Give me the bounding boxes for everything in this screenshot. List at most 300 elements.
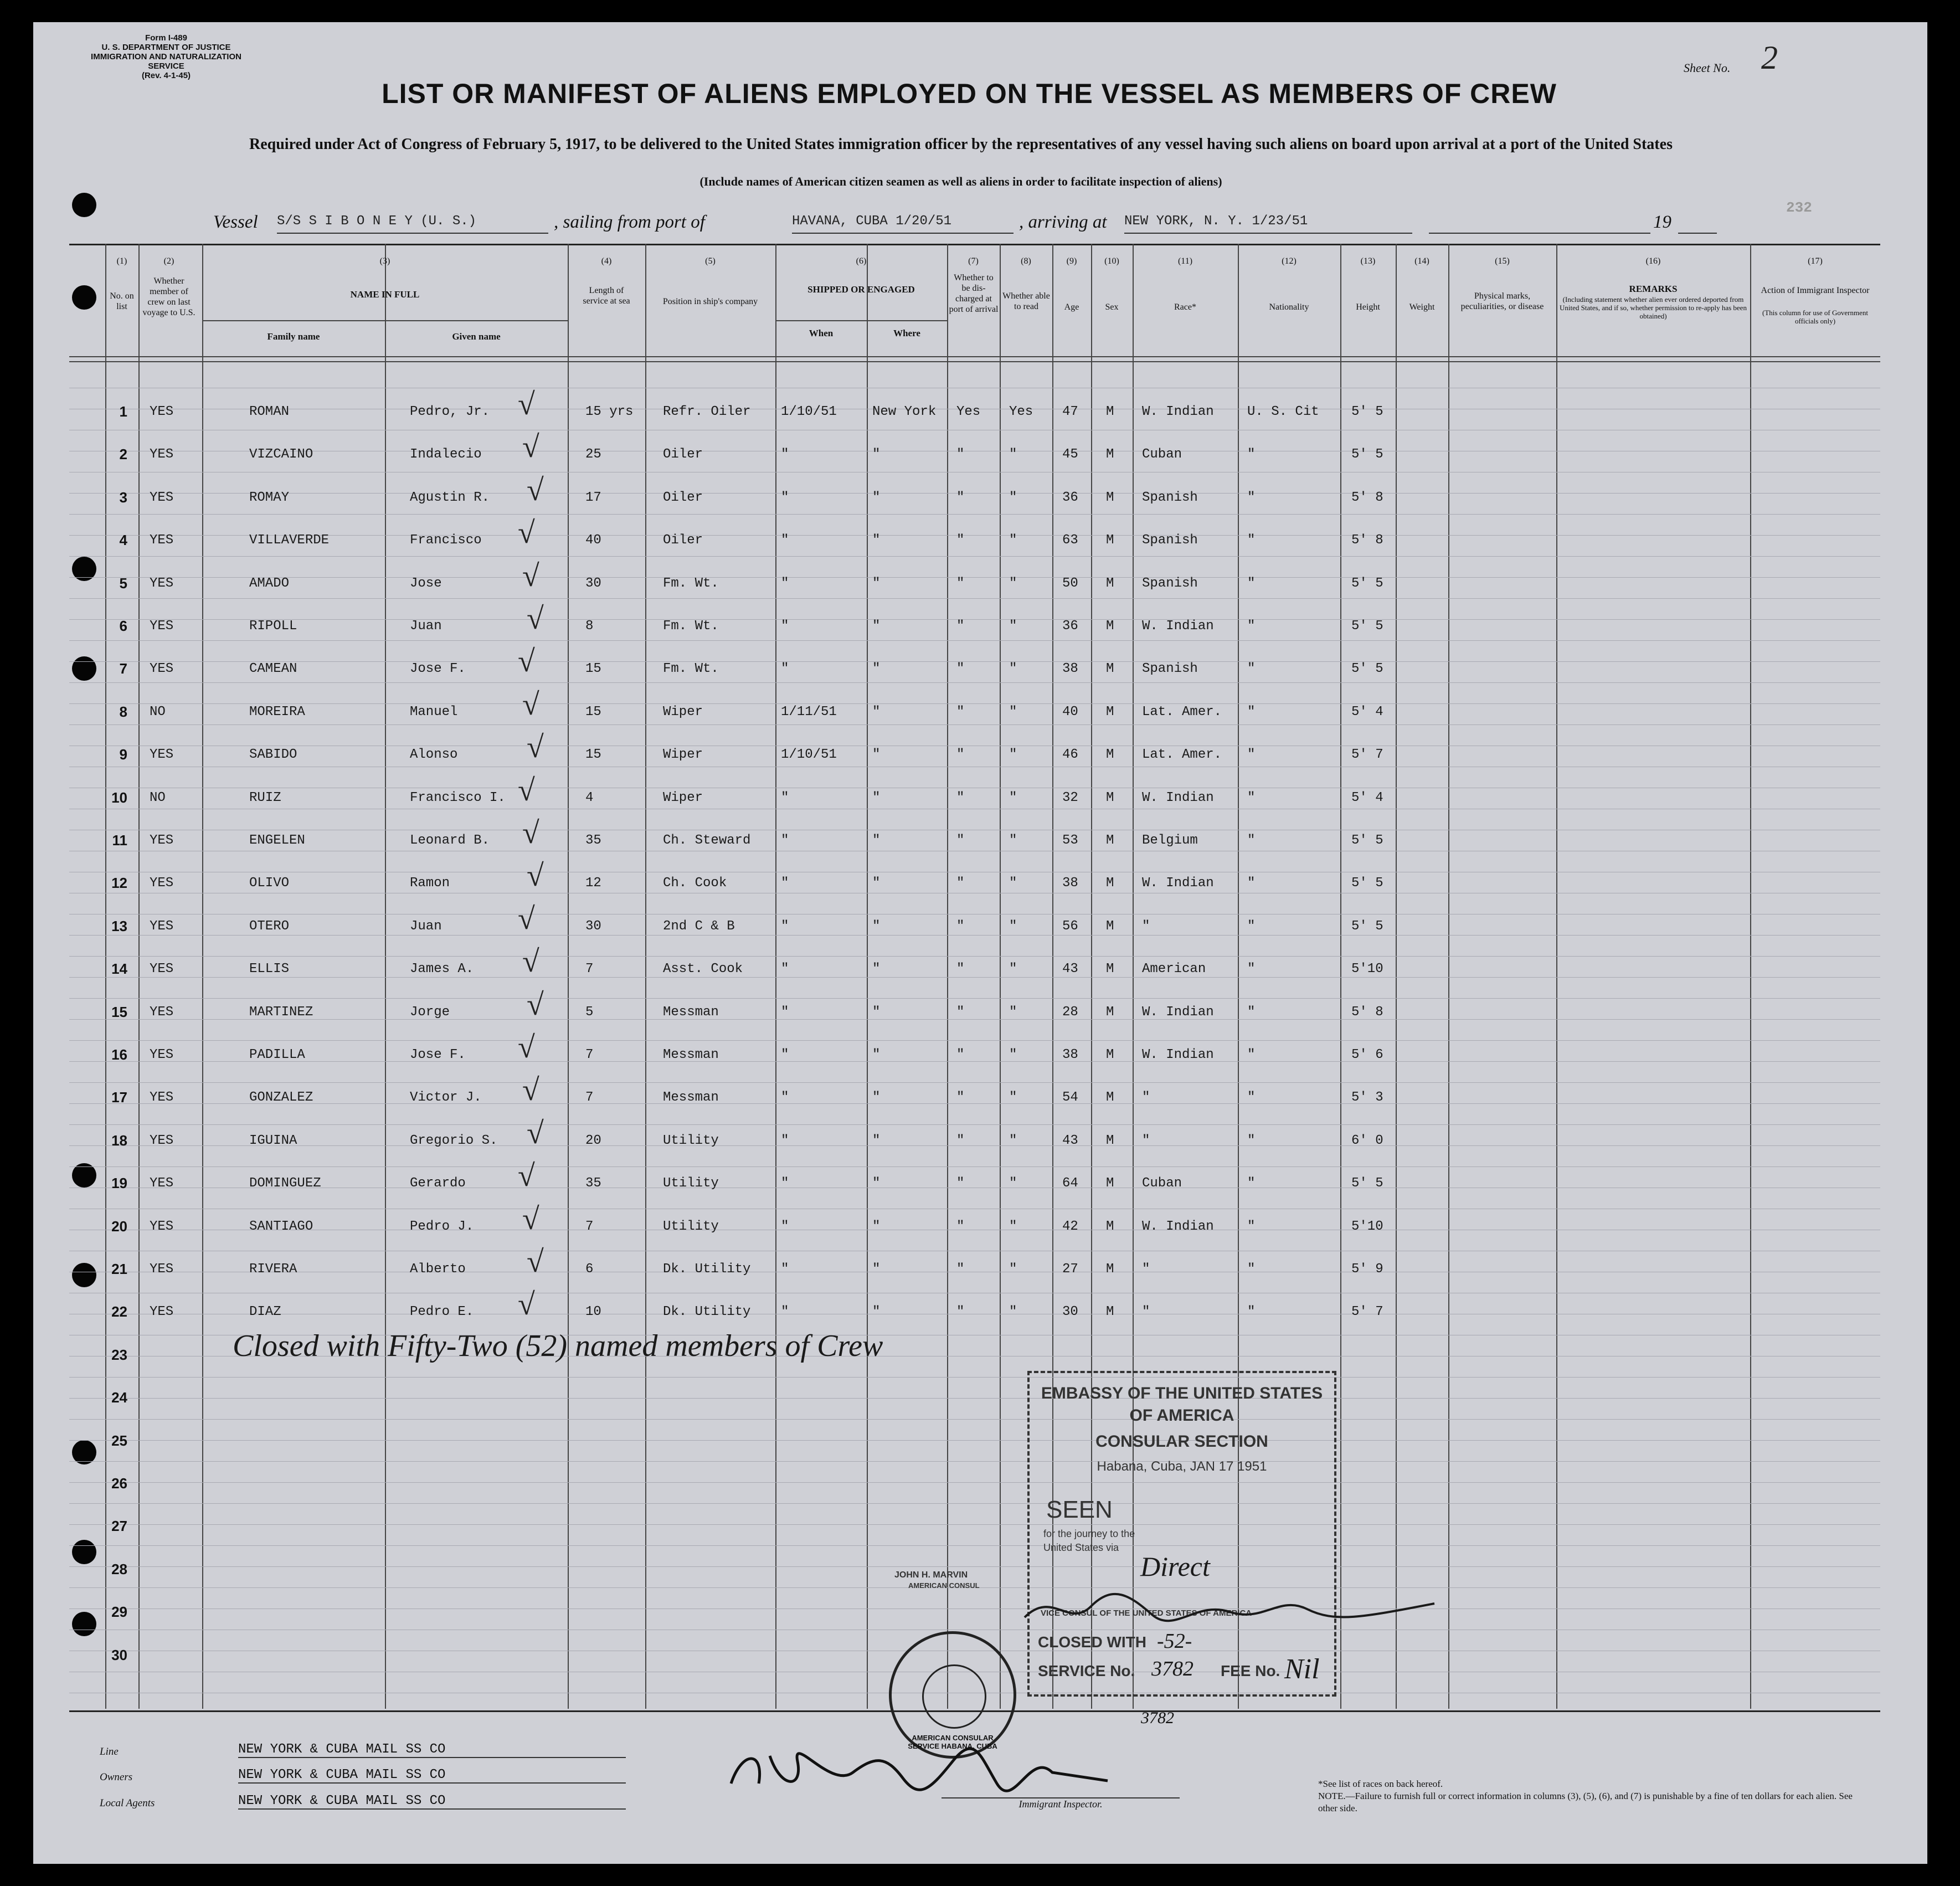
cell-given-name: Leonard B. — [410, 833, 490, 848]
column-rule — [947, 244, 948, 1709]
cell-able-to-read: " — [1009, 1133, 1017, 1148]
ruled-line — [69, 935, 1880, 936]
vessel-label: Vessel — [213, 212, 258, 232]
cell-shipped-where: " — [872, 833, 881, 848]
check-mark-icon: √ — [518, 901, 535, 936]
stamp-closed-with: -52- — [1157, 1630, 1192, 1653]
cell-shipped-when: " — [781, 661, 789, 677]
cell-age: 46 — [1062, 747, 1078, 763]
stamp-date: Habana, Cuba, JAN 17 1951 — [1097, 1459, 1267, 1474]
cell-service-length: 17 — [585, 490, 601, 505]
col-shipped-header: SHIPPED OR ENGAGED — [807, 284, 915, 295]
column-rule — [1556, 244, 1557, 1709]
col-no-header: No. on list — [110, 291, 134, 311]
cell-nationality: " — [1247, 490, 1256, 505]
header-rule — [775, 320, 947, 321]
col-race-header: Race* — [1174, 302, 1196, 312]
check-mark-icon: √ — [518, 644, 535, 679]
cell-service-length: 35 — [585, 833, 601, 848]
check-mark-icon: √ — [522, 687, 539, 722]
cell-height: 5' 4 — [1351, 704, 1383, 720]
cell-height: 5' 5 — [1351, 619, 1383, 634]
cell-given-name: Manuel — [410, 704, 458, 720]
row-number: 12 — [111, 875, 127, 892]
cell-sex: M — [1106, 619, 1114, 634]
cell-family-name: RUIZ — [249, 790, 281, 805]
check-mark-icon: √ — [522, 430, 539, 465]
cell-position: Asst. Cook — [663, 962, 743, 977]
check-mark-icon: √ — [522, 558, 539, 593]
row-number: 1 — [119, 403, 127, 420]
ruled-line — [69, 1482, 1880, 1483]
row-number: 9 — [119, 746, 127, 763]
ruled-line — [69, 956, 1880, 957]
cell-nationality: " — [1247, 704, 1256, 720]
cell-prev-voyage: YES — [150, 833, 174, 848]
cell-able-to-read: " — [1009, 1176, 1017, 1191]
cell-age: 53 — [1062, 833, 1078, 848]
cell-prev-voyage: YES — [150, 918, 174, 934]
cell-sex: M — [1106, 1176, 1114, 1191]
col-service-header: Length of service at sea — [583, 286, 630, 306]
cell-height: 6' 0 — [1351, 1133, 1383, 1148]
cell-position: Messman — [663, 1047, 719, 1062]
cell-given-name: Victor J. — [410, 1090, 482, 1106]
row-number: 22 — [111, 1303, 127, 1320]
cell-age: 64 — [1062, 1176, 1078, 1191]
cell-race: W. Indian — [1142, 1004, 1214, 1020]
cell-service-length: 7 — [585, 1047, 594, 1062]
check-mark-icon: √ — [518, 387, 535, 422]
cell-nationality: " — [1247, 962, 1256, 977]
ruled-line — [69, 1524, 1880, 1525]
cell-height: 5' 5 — [1351, 918, 1383, 934]
check-mark-icon: √ — [522, 816, 539, 850]
binder-hole — [72, 193, 96, 217]
ruled-line — [69, 703, 1880, 704]
column-rule — [385, 244, 386, 1709]
cell-race: W. Indian — [1142, 1219, 1214, 1234]
ruled-line — [69, 1145, 1880, 1146]
cell-able-to-read: " — [1009, 1090, 1017, 1106]
row-number: 27 — [111, 1518, 127, 1535]
check-mark-icon: √ — [527, 602, 544, 636]
header-bottom-rule — [69, 361, 1880, 362]
stamp-direct: Direct — [1140, 1551, 1210, 1582]
owners-label: Owners — [100, 1771, 133, 1783]
cell-prev-voyage: YES — [150, 533, 174, 548]
cell-position: Wiper — [663, 747, 703, 763]
cell-service-length: 6 — [585, 1262, 594, 1277]
consul-title: AMERICAN CONSUL — [908, 1581, 980, 1590]
row-number: 6 — [119, 618, 127, 634]
cell-position: Utility — [663, 1133, 719, 1148]
department: U. S. DEPARTMENT OF JUSTICE — [101, 43, 231, 52]
row-number: 26 — [111, 1475, 127, 1492]
ruled-line — [69, 640, 1880, 641]
row-number: 11 — [112, 832, 127, 849]
ruled-line — [69, 1566, 1880, 1567]
consul-signature — [1019, 1584, 1440, 1634]
cell-discharged: " — [956, 447, 965, 462]
col-member-header: Whether member of crew on last voyage to U.S. — [142, 276, 196, 317]
ruled-line — [69, 1019, 1880, 1020]
ruled-line — [69, 1377, 1880, 1378]
cell-height: 5' 8 — [1351, 533, 1383, 548]
cell-service-length: 7 — [585, 1219, 594, 1234]
ruled-line — [69, 619, 1880, 620]
cell-race: " — [1142, 918, 1150, 934]
cell-discharged: " — [956, 876, 965, 891]
col-5-number: (5) — [705, 256, 716, 266]
form-identifier — [83, 33, 249, 80]
cell-able-to-read: " — [1009, 1047, 1017, 1062]
line-label: Line — [100, 1746, 119, 1757]
col-read-header: Whether able to read — [1002, 291, 1050, 311]
ruled-line — [69, 1061, 1880, 1062]
cell-position: Fm. Wt. — [663, 619, 719, 634]
col-action-note: (This column for use of Government officials only) — [1762, 309, 1868, 325]
cell-shipped-when: " — [781, 1176, 789, 1191]
stamp-fee: Nil — [1284, 1653, 1320, 1685]
cell-race: Lat. Amer. — [1142, 747, 1222, 763]
cell-sex: M — [1106, 747, 1114, 763]
row-number: 24 — [111, 1389, 127, 1406]
cell-age: 27 — [1062, 1262, 1078, 1277]
cell-shipped-where: " — [872, 619, 881, 634]
cell-shipped-where: " — [872, 1004, 881, 1020]
cell-prev-voyage: YES — [150, 404, 174, 419]
cell-position: 2nd C & B — [663, 918, 735, 934]
cell-race: W. Indian — [1142, 790, 1214, 805]
cell-sex: M — [1106, 962, 1114, 977]
col-15-number: (15) — [1495, 256, 1510, 266]
cell-shipped-when: " — [781, 1004, 789, 1020]
owners-value: NEW YORK & CUBA MAIL SS CO — [238, 1767, 626, 1784]
cell-race: " — [1142, 1262, 1150, 1277]
col-10-number: (10) — [1104, 256, 1119, 266]
stamp-journey: for the journey to the — [1043, 1528, 1135, 1539]
cell-sex: M — [1106, 1004, 1114, 1020]
cell-sex: M — [1106, 404, 1114, 419]
col-weight-header: Weight — [1409, 302, 1435, 312]
cell-position: Dk. Utility — [663, 1304, 751, 1320]
stamp-line-america: OF AMERICA — [1129, 1406, 1234, 1425]
cell-sex: M — [1106, 575, 1114, 591]
check-mark-icon: √ — [518, 1287, 535, 1322]
row-number: 19 — [111, 1175, 127, 1192]
cell-able-to-read: " — [1009, 918, 1017, 934]
cell-race: " — [1142, 1304, 1150, 1320]
cell-able-to-read: " — [1009, 661, 1017, 677]
cell-family-name: MOREIRA — [249, 704, 305, 720]
col-8-number: (8) — [1021, 256, 1031, 266]
cell-service-length: 30 — [585, 575, 601, 591]
cell-sex: M — [1106, 1219, 1114, 1234]
cell-prev-voyage: YES — [150, 1133, 174, 1148]
check-mark-icon: √ — [527, 987, 544, 1022]
cell-height: 5' 5 — [1351, 575, 1383, 591]
col-7-number: (7) — [968, 256, 979, 266]
cell-nationality: U. S. Cit — [1247, 404, 1319, 419]
cell-shipped-where: " — [872, 747, 881, 763]
cell-able-to-read: " — [1009, 704, 1017, 720]
col-14-number: (14) — [1414, 256, 1429, 266]
row-number: 23 — [111, 1346, 127, 1363]
check-mark-icon: √ — [518, 1030, 535, 1065]
cell-shipped-when: " — [781, 533, 789, 548]
cell-sex: M — [1106, 447, 1114, 462]
cell-position: Utility — [663, 1176, 719, 1191]
row-number: 7 — [119, 660, 127, 677]
cell-position: Oiler — [663, 447, 703, 462]
cell-prev-voyage: YES — [150, 490, 174, 505]
check-mark-icon: √ — [527, 730, 544, 765]
cell-family-name: GONZALEZ — [249, 1090, 313, 1106]
service-name: IMMIGRATION AND NATURALIZATION SERVICE — [91, 52, 241, 71]
cell-height: 5' 5 — [1351, 661, 1383, 677]
cell-shipped-where: " — [872, 447, 881, 462]
cell-age: 38 — [1062, 876, 1078, 891]
cell-shipped-where: New York — [872, 404, 937, 419]
col-16-number: (16) — [1645, 256, 1661, 266]
row-number: 18 — [111, 1132, 127, 1149]
ruled-line — [69, 1398, 1880, 1399]
cell-position: Fm. Wt. — [663, 661, 719, 677]
cell-discharged: " — [956, 661, 965, 677]
cell-age: 45 — [1062, 447, 1078, 462]
ruled-line — [69, 493, 1880, 494]
cell-prev-voyage: YES — [150, 1304, 174, 1320]
cell-service-length: 40 — [585, 533, 601, 548]
stamp-united-states: United States via — [1043, 1542, 1119, 1553]
cell-age: 63 — [1062, 533, 1078, 548]
col-1-number: (1) — [116, 256, 127, 266]
cell-given-name: Jose — [410, 575, 442, 591]
cell-prev-voyage: YES — [150, 962, 174, 977]
cell-prev-voyage: YES — [150, 1176, 174, 1191]
cell-prev-voyage: YES — [150, 447, 174, 462]
cell-able-to-read: " — [1009, 1304, 1017, 1320]
cell-shipped-when: " — [781, 619, 789, 634]
cell-age: 38 — [1062, 1047, 1078, 1062]
cell-age: 43 — [1062, 1133, 1078, 1148]
cell-family-name: RIVERA — [249, 1262, 297, 1277]
cell-prev-voyage: YES — [150, 747, 174, 763]
cell-sex: M — [1106, 833, 1114, 848]
cell-height: 5' 5 — [1351, 404, 1383, 419]
cell-family-name: VILLAVERDE — [249, 533, 330, 548]
cell-shipped-where: " — [872, 918, 881, 934]
cell-family-name: SANTIAGO — [249, 1219, 313, 1234]
ruled-line — [69, 1103, 1880, 1104]
cell-age: 56 — [1062, 918, 1078, 934]
embassy-stamp — [1027, 1371, 1336, 1697]
row-number: 14 — [111, 960, 127, 978]
cell-nationality: " — [1247, 790, 1256, 805]
cell-age: 36 — [1062, 490, 1078, 505]
row-number: 20 — [111, 1217, 127, 1235]
cell-age: 38 — [1062, 661, 1078, 677]
ruled-line — [69, 682, 1880, 683]
cell-sex: M — [1106, 661, 1114, 677]
cell-prev-voyage: YES — [150, 619, 174, 634]
cell-service-length: 25 — [585, 447, 601, 462]
cell-able-to-read: " — [1009, 447, 1017, 462]
cell-sex: M — [1106, 490, 1114, 505]
cell-given-name: Jorge — [410, 1004, 450, 1020]
row-number: 16 — [111, 1046, 127, 1063]
cell-family-name: DOMINGUEZ — [249, 1176, 321, 1191]
col-given-header: Given name — [452, 331, 501, 342]
closing-note: Closed with Fifty-Two (52) named members of Crew — [233, 1329, 883, 1363]
cell-service-length: 15 — [585, 661, 601, 677]
ruled-line — [69, 1166, 1880, 1167]
cell-height: 5' 5 — [1351, 1176, 1383, 1191]
cell-discharged: " — [956, 1176, 965, 1191]
cell-service-length: 15 — [585, 704, 601, 720]
cell-position: Ch. Steward — [663, 833, 751, 848]
cell-sex: M — [1106, 1262, 1114, 1277]
cell-discharged: " — [956, 1004, 965, 1020]
cell-height: 5' 7 — [1351, 747, 1383, 763]
cell-nationality: " — [1247, 619, 1256, 634]
ruled-line — [69, 977, 1880, 978]
page-title: LIST OR MANIFEST OF ALIENS EMPLOYED ON THE VESSEL AS MEMBERS OF CREW — [382, 78, 1557, 109]
row-number: 17 — [111, 1089, 127, 1106]
cell-discharged: " — [956, 918, 965, 934]
check-mark-icon: √ — [518, 773, 535, 808]
cell-position: Messman — [663, 1004, 719, 1020]
cell-family-name: ENGELEN — [249, 833, 305, 848]
cell-sex: M — [1106, 1133, 1114, 1148]
agents-label: Local Agents — [100, 1797, 155, 1809]
cell-prev-voyage: NO — [150, 704, 166, 720]
ruled-line — [69, 1419, 1880, 1420]
cell-race: Spanish — [1142, 575, 1198, 591]
cell-service-length: 15 — [585, 747, 601, 763]
column-rule — [867, 244, 868, 1709]
cell-shipped-where: " — [872, 1133, 881, 1148]
cell-shipped-when: " — [781, 1219, 789, 1234]
row-number: 30 — [111, 1646, 127, 1663]
column-rule — [138, 244, 140, 1709]
cell-age: 42 — [1062, 1219, 1078, 1234]
cell-nationality: " — [1247, 1133, 1256, 1148]
cell-given-name: Francisco I. — [410, 790, 506, 805]
cell-age: 28 — [1062, 1004, 1078, 1020]
cell-nationality: " — [1247, 661, 1256, 677]
cell-able-to-read: " — [1009, 490, 1017, 505]
cell-discharged: Yes — [956, 404, 981, 419]
cell-prev-voyage: YES — [150, 1090, 174, 1106]
ruled-line — [69, 556, 1880, 557]
crew-table — [69, 244, 1880, 1712]
cell-shipped-when: 1/10/51 — [781, 747, 837, 763]
ruled-line — [69, 1040, 1880, 1041]
cell-position: Ch. Cook — [663, 876, 727, 891]
cell-given-name: Pedro E. — [410, 1304, 474, 1320]
cell-shipped-where: " — [872, 704, 881, 720]
col-12-number: (12) — [1282, 256, 1297, 266]
cell-discharged: " — [956, 533, 965, 548]
cell-able-to-read: " — [1009, 575, 1017, 591]
ruled-line — [69, 1124, 1880, 1125]
cell-able-to-read: " — [1009, 1262, 1017, 1277]
cell-family-name: ELLIS — [249, 962, 290, 977]
cell-shipped-when: " — [781, 1047, 789, 1062]
cell-height: 5' 8 — [1351, 1004, 1383, 1020]
penalty-note: NOTE.—Failure to furnish full or correct information in columns (3), (5), (6), and (7) is punishable by a fine of ten dollars for each alien. See other side. — [1318, 1791, 1853, 1813]
col-2-number: (2) — [163, 256, 174, 266]
cell-position: Utility — [663, 1219, 719, 1234]
footnote — [1318, 1778, 1861, 1815]
cell-age: 32 — [1062, 790, 1078, 805]
cell-race: Spanish — [1142, 533, 1198, 548]
cell-discharged: " — [956, 790, 965, 805]
cell-shipped-when: " — [781, 447, 789, 462]
cell-race: " — [1142, 1133, 1150, 1148]
cell-shipped-where: " — [872, 1047, 881, 1062]
cell-given-name: Alberto — [410, 1262, 466, 1277]
cell-service-length: 30 — [585, 918, 601, 934]
cell-height: 5' 7 — [1351, 1304, 1383, 1320]
ruled-line — [69, 1082, 1880, 1083]
cell-prev-voyage: YES — [150, 1219, 174, 1234]
ruled-line — [69, 598, 1880, 599]
cell-height: 5' 4 — [1351, 790, 1383, 805]
cell-sex: M — [1106, 1090, 1114, 1106]
cell-shipped-when: " — [781, 1090, 789, 1106]
cell-able-to-read: " — [1009, 1219, 1017, 1234]
cell-shipped-where: " — [872, 1262, 881, 1277]
cell-given-name: Alonso — [410, 747, 458, 763]
consul-name: JOHN H. MARVIN — [894, 1570, 968, 1580]
column-rule — [645, 244, 646, 1709]
column-rule — [568, 244, 569, 1709]
cell-age: 30 — [1062, 1304, 1078, 1320]
cell-nationality: " — [1247, 918, 1256, 934]
cell-nationality: " — [1247, 747, 1256, 763]
cell-sex: M — [1106, 790, 1114, 805]
cell-family-name: DIAZ — [249, 1304, 281, 1320]
arrival-port: NEW YORK, N. Y. 1/23/51 — [1124, 214, 1412, 234]
check-mark-icon: √ — [522, 1201, 539, 1236]
cell-height: 5' 9 — [1351, 1262, 1383, 1277]
agents-value: NEW YORK & CUBA MAIL SS CO — [238, 1794, 626, 1810]
column-rule — [1396, 244, 1397, 1709]
cell-family-name: OLIVO — [249, 876, 290, 891]
cell-age: 47 — [1062, 404, 1078, 419]
cell-nationality: " — [1247, 533, 1256, 548]
cell-discharged: " — [956, 1262, 965, 1277]
cell-given-name: Francisco — [410, 533, 482, 548]
cell-sex: M — [1106, 1304, 1114, 1320]
cell-service-length: 4 — [585, 790, 594, 805]
cell-position: Dk. Utility — [663, 1262, 751, 1277]
cell-nationality: " — [1247, 575, 1256, 591]
stamp-seen: SEEN — [1046, 1496, 1113, 1523]
cell-sex: M — [1106, 876, 1114, 891]
cell-given-name: Indalecio — [410, 447, 482, 462]
column-rule — [202, 244, 203, 1709]
cell-height: 5'10 — [1351, 1219, 1383, 1234]
cell-race: Spanish — [1142, 490, 1198, 505]
cell-position: Wiper — [663, 704, 703, 720]
cell-discharged: " — [956, 962, 965, 977]
column-rule — [1750, 244, 1751, 1709]
cell-shipped-when: " — [781, 1304, 789, 1320]
